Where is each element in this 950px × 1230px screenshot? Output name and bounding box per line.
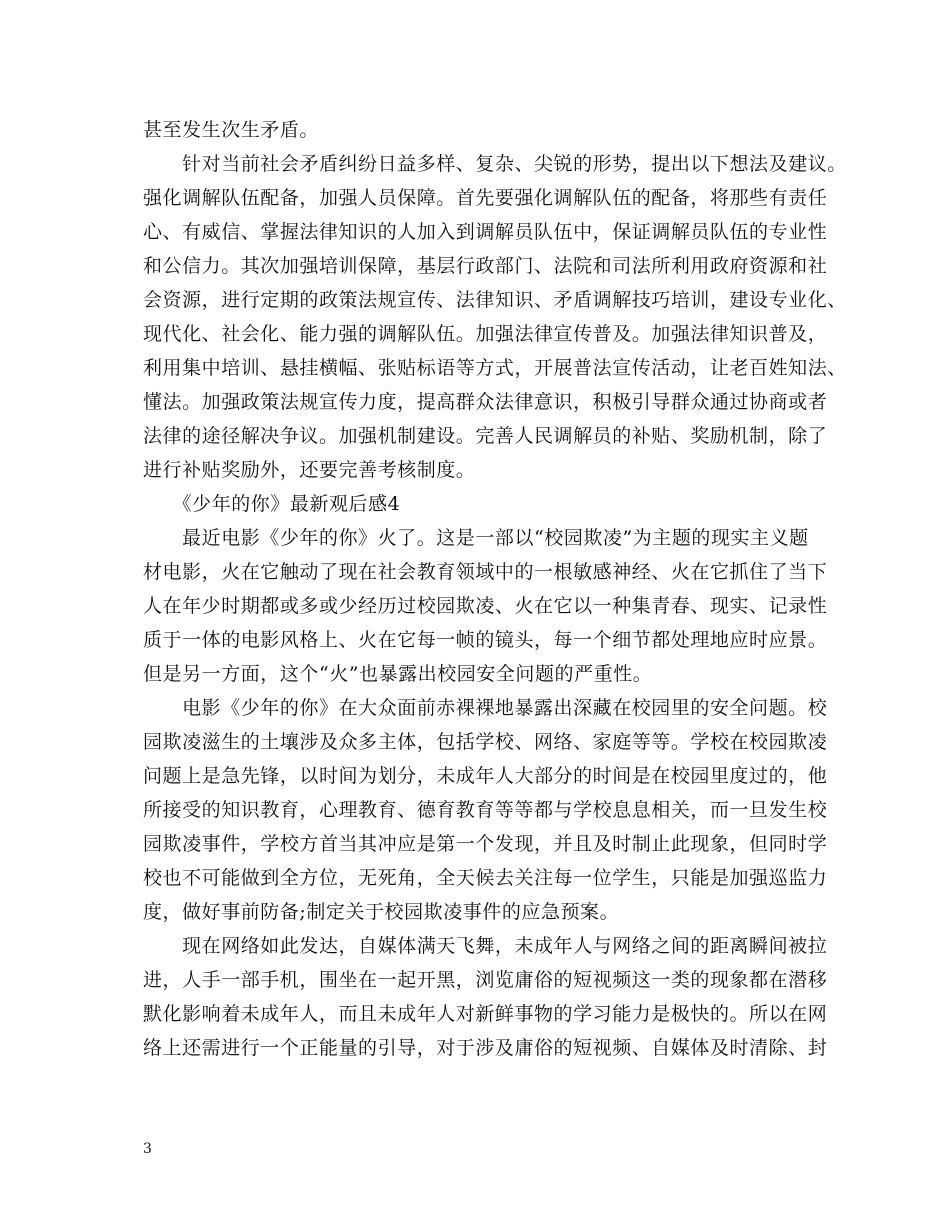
section-heading: 《少年的你》最新观后感4 bbox=[143, 493, 401, 515]
text-line: 针对当前社会矛盾纠纷日益多样、复杂、尖锐的形势，提出以下想法及建议。 bbox=[143, 153, 847, 175]
text-line: 心、有威信、掌握法律知识的人加入到调解员队伍中，保证调解员队伍的专业性 bbox=[143, 221, 828, 243]
text-line: 材电影，火在它触动了现在社会教育领域中的一根敏感神经、火在它抓住了当下 bbox=[143, 561, 828, 583]
text-line: 现代化、社会化、能力强的调解队伍。加强法律宣传普及。加强法律知识普及， bbox=[143, 323, 828, 345]
text-line: 园欺凌事件，学校方首当其冲应是第一个发现，并且及时制止此现象，但同时学 bbox=[143, 833, 828, 855]
text-line: 会资源，进行定期的政策法规宣传、法律知识、矛盾调解技巧培训，建设专业化、 bbox=[143, 289, 847, 311]
page-number: 3 bbox=[143, 1141, 152, 1157]
text-line: 所接受的知识教育，心理教育、德育教育等等都与学校息息相关，而一旦发生校 bbox=[143, 799, 828, 821]
text-line: 质于一体的电影风格上、火在它每一帧的镜头，每一个细节都处理地应时应景。 bbox=[143, 629, 828, 651]
text-line: 但是另一方面，这个“火”也暴露出校园安全问题的严重性。 bbox=[143, 663, 653, 685]
text-line: 法律的途径解决争议。加强机制建设。完善人民调解员的补贴、奖励机制，除了 bbox=[143, 425, 828, 447]
text-line: 进行补贴奖励外，还要完善考核制度。 bbox=[143, 459, 476, 481]
text-line: 园欺凌滋生的土壤涉及众多主体，包括学校、网络、家庭等等。学校在校园欺凌 bbox=[143, 731, 828, 753]
text-line: 最近电影《少年的你》火了。这是一部以“校园欺凌”为主题的现实主义题 bbox=[143, 527, 809, 549]
text-line: 度，做好事前防备;制定关于校园欺凌事件的应急预案。 bbox=[143, 901, 620, 923]
text-line: 甚至发生次生矛盾。 bbox=[143, 119, 319, 141]
text-line: 问题上是急先锋，以时间为划分，未成年人大部分的时间是在校园里度过的，他 bbox=[143, 765, 828, 787]
text-line: 默化影响着未成年人，而且未成年人对新鲜事物的学习能力是极快的。所以在网 bbox=[143, 1003, 828, 1025]
text-line: 校也不可能做到全方位，无死角，全天候去关注每一位学生，只能是加强巡监力 bbox=[143, 867, 828, 889]
text-line: 进，人手一部手机，围坐在一起开黑，浏览庸俗的短视频这一类的现象都在潜移 bbox=[143, 969, 828, 991]
text-line: 懂法。加强政策法规宣传力度，提高群众法律意识，积极引导群众通过协商或者 bbox=[143, 391, 828, 413]
text-line: 人在年少时期都或多或少经历过校园欺凌、火在它以一种集青春、现实、记录性 bbox=[143, 595, 828, 617]
text-line: 电影《少年的你》在大众面前赤裸裸地暴露出深藏在校园里的安全问题。校 bbox=[143, 697, 828, 719]
text-line: 现在网络如此发达，自媒体满天飞舞，未成年人与网络之间的距离瞬间被拉 bbox=[143, 935, 828, 957]
text-line: 络上还需进行一个正能量的引导，对于涉及庸俗的短视频、自媒体及时清除、封 bbox=[143, 1037, 828, 1059]
text-line: 利用集中培训、悬挂横幅、张贴标语等方式，开展普法宣传活动，让老百姓知法、 bbox=[143, 357, 847, 379]
text-line: 强化调解队伍配备，加强人员保障。首先要强化调解队伍的配备，将那些有责任 bbox=[143, 187, 828, 209]
text-line: 和公信力。其次加强培训保障，基层行政部门、法院和司法所利用政府资源和社 bbox=[143, 255, 828, 277]
